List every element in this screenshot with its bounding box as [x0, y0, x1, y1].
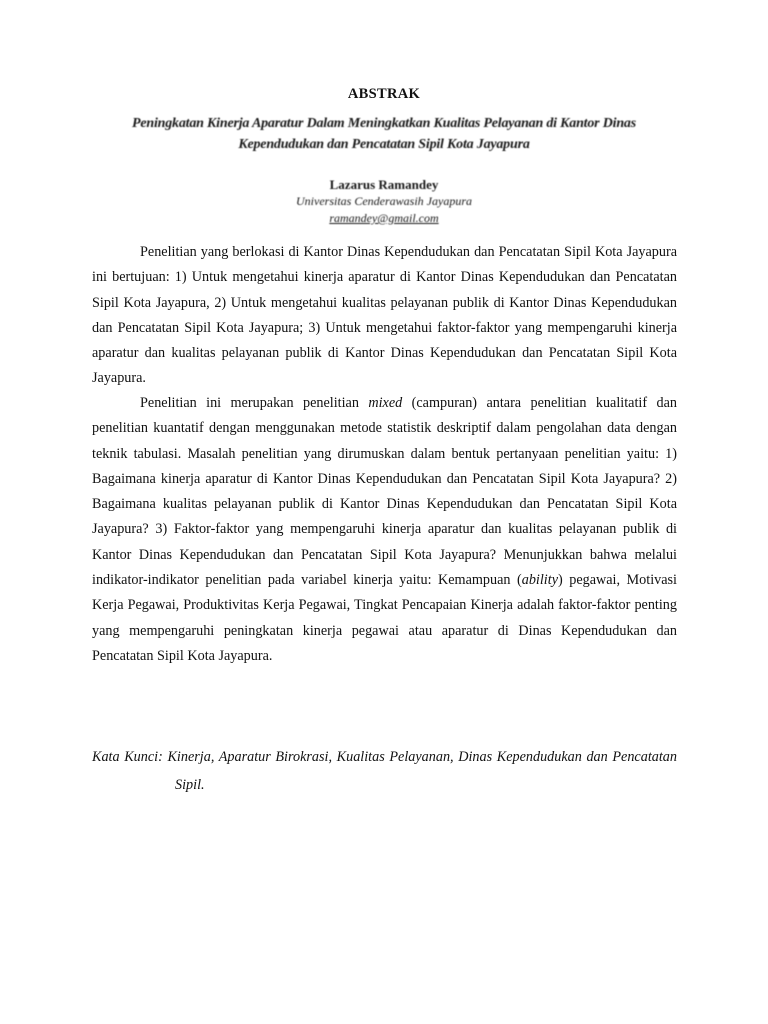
abstract-heading: ABSTRAK: [347, 86, 421, 102]
author-block: [0, 176, 768, 227]
abstract-paragraph-2: [92, 391, 677, 669]
mixed-term: mixed: [368, 395, 403, 411]
paragraph-2-text-a: Penelitian ini merupakan penelitian: [140, 395, 369, 411]
ability-term: ability: [521, 572, 558, 589]
keywords-label: Kata Kunci:: [92, 749, 163, 765]
paper-title: Peningkatan Kinerja Aparatur Dalam Meningkatkan Kualitas Pelayanan di Kantor Dinas Kependudukan dan Pencatatan Sipil Kota Jayapura: [132, 116, 636, 152]
paragraph-2-text-c: ) pegawai, Motivasi Kerja Pegawai, Produktivitas Kerja Pegawai, Tingkat Pencapaian Kinerja adalah faktor-faktor penting yang mempengaruhi peningkatan kinerja pegawai atau aparatur di Dinas Kependudukan dan Pencatatan Sipil Kota Jayapura.: [92, 572, 677, 664]
keywords-line: [92, 743, 677, 799]
abstract-paragraph-1: Penelitian yang berlokasi di Kantor Dinas Kependudukan dan Pencatatan Sipil Kota Jayapura ini bertujuan: 1) Untuk mengetahui kinerja aparatur di Kantor Dinas Kependudukan dan Pencatatan Sipil Kota Jayapura, 2) Untuk mengetahui kualitas pelayanan publik di Kantor Dinas Kependudukan dan Pencatatan Sipil Kota Jayapura; 3) Untuk mengetahui faktor-faktor yang mempengaruhi kinerja aparatur dan kualitas pelayanan publik di Kantor Dinas Kependudukan dan Pencatatan Sipil Kota Jayapura.: [92, 244, 677, 387]
paragraph-2-text-b: (campuran) antara penelitian kualitatif dan penelitian kuantatif dengan menggunakan metode statistik deskriptif dalam pengolahan data dengan teknik tabulasi. Masalah penelitian yang dirumuskan dalam bentuk pertanyaan penelitian yaitu: 1) Bagaimana kinerja aparatur di Kantor Dinas Kependudukan dan Pencatatan Sipil Kota Jayapura? 2) Bagaimana kualitas pelayanan publik di Kantor Dinas Kependudukan dan Pencatatan Sipil Kota Jayapura? 3) Faktor-faktor yang mempengaruhi kinerja aparatur dan kualitas pelayanan publik di Kantor Dinas Kependudukan dan Pencatatan Sipil Kota Jayapura? Menunjukkan bahwa melalui indikator-indikator penelitian pada variabel kinerja yaitu: Kemampuan (: [92, 395, 677, 589]
author-email: ramandey@gmail.com: [329, 211, 439, 225]
author-name: Lazarus Ramandey: [329, 177, 439, 192]
author-affiliation: Universitas Cenderawasih Jayapura: [296, 194, 472, 208]
keywords-text: Kinerja, Aparatur Birokrasi, Kualitas Pelayanan, Dinas Kependudukan dan Pencatatan Sipil.: [162, 749, 677, 793]
